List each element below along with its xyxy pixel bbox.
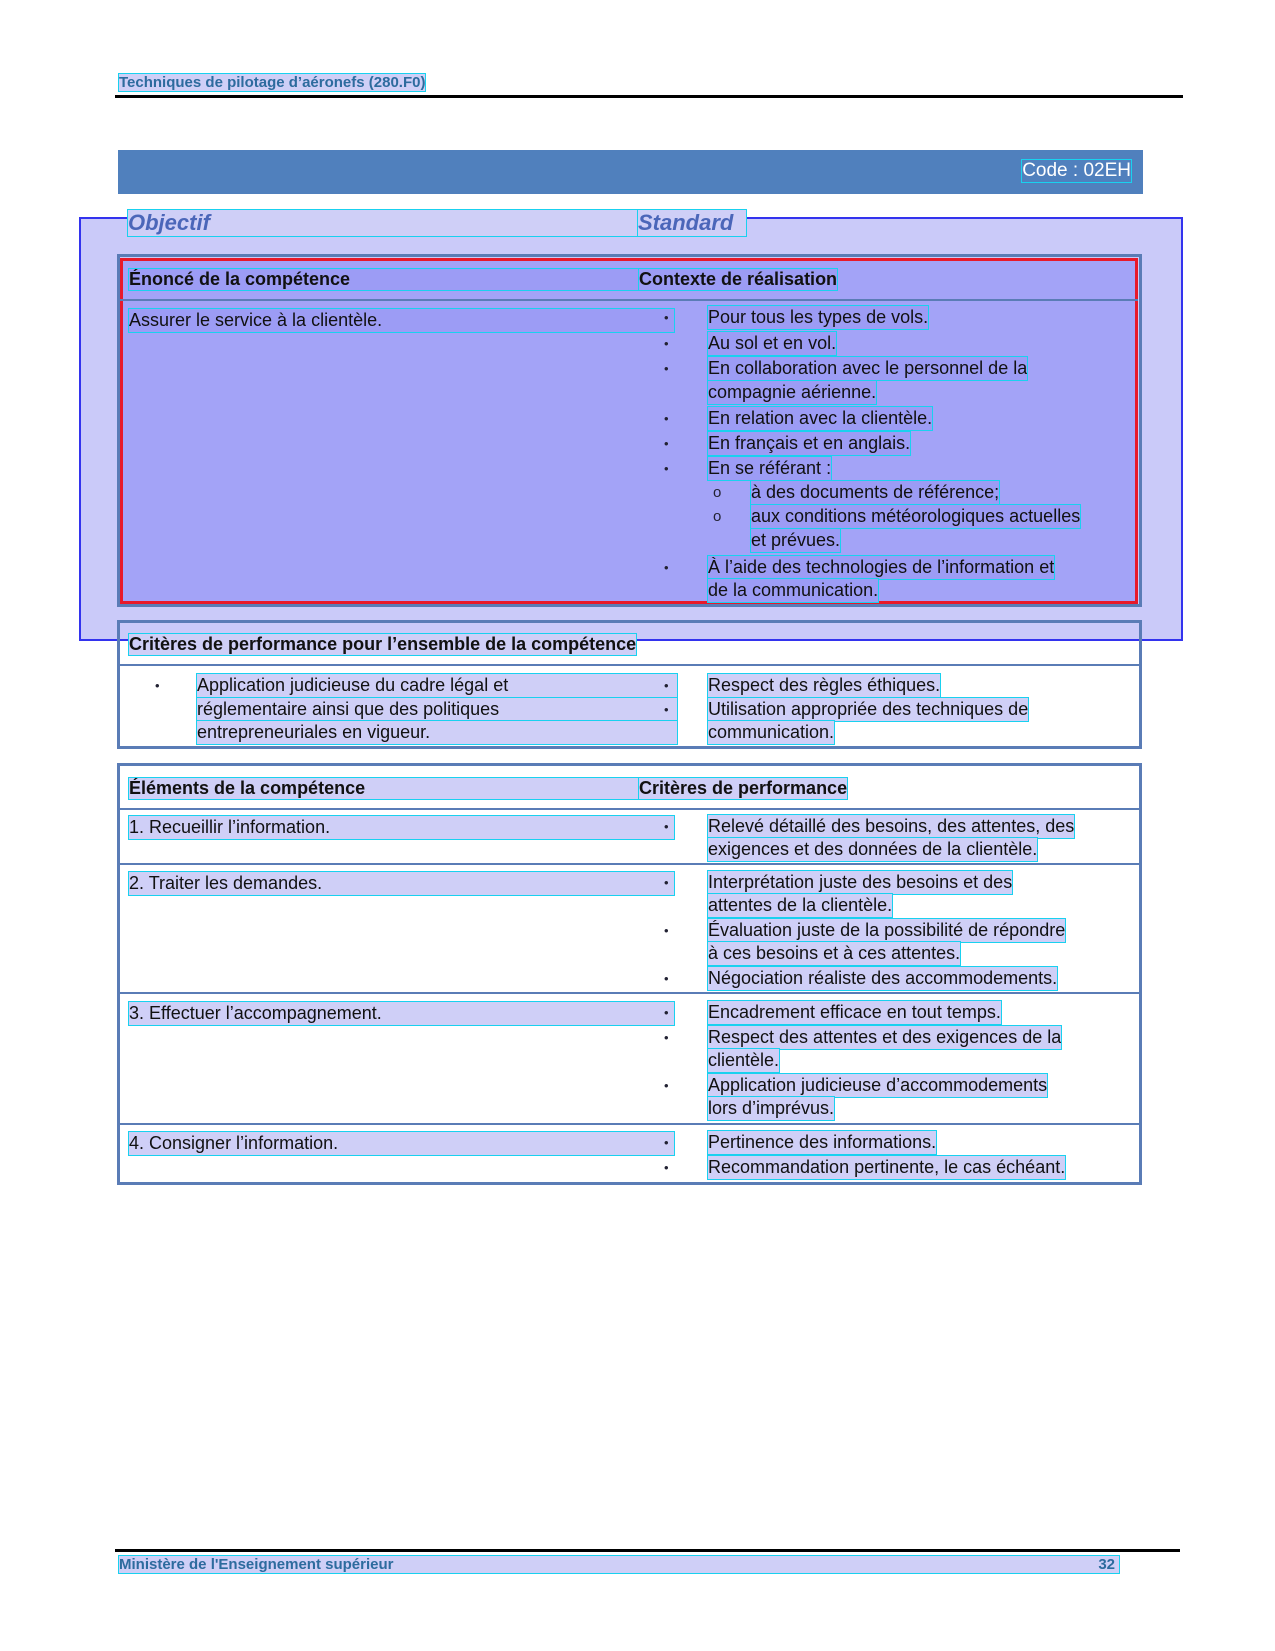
criterion: Encadrement efficace en tout temps. [708,1002,1001,1022]
row-divider [120,863,1139,865]
context-item: En se référant : [708,458,832,478]
element-item: 2. Traiter les demandes. [129,872,674,895]
bullet: • [664,875,669,890]
bullet: • [664,436,669,451]
bullet: • [664,678,669,693]
context-item: Pour tous les types de vols. [708,307,929,327]
context-item: À l’aide des technologies de l’information et [708,557,1055,577]
criterion: Relevé détaillé des besoins, des attentes, des [708,816,1075,836]
bullet: • [664,336,669,351]
criterion-cont: clientèle. [708,1050,780,1070]
global-criteria-item: Respect des règles éthiques. [708,675,941,695]
elements-header-divider [120,808,1139,810]
sub-bullet: o [713,508,722,525]
context-item: Au sol et en vol. [708,333,837,353]
bullet: • [664,1078,669,1093]
page-number: 32 [1098,1556,1115,1573]
elements-col2-header: Critères de performance [639,778,848,798]
bullet: • [664,971,669,986]
criterion: Recommandation pertinente, le cas échéant. [708,1157,1066,1177]
global-criteria-item: Utilisation appropriée des techniques de [708,699,1029,719]
bullet: • [664,1135,669,1150]
criterion: Application judicieuse d’accommodements [708,1075,1048,1095]
context-item-cont: compagnie aérienne. [708,382,877,402]
element-item: 1. Recueillir l’information. [129,816,674,839]
bullet: • [664,461,669,476]
context-subitem: à des documents de référence; [751,482,1000,502]
standard-heading: Standard [638,210,746,236]
bullet: • [664,411,669,426]
competency-code: Code : 02EH [1022,160,1131,181]
bullet: • [155,678,160,693]
global-criteria-item-cont: réglementaire ainsi que des politiques [197,698,677,721]
bullet: • [664,361,669,376]
criterion-cont: à ces besoins et à ces attentes. [708,943,961,963]
sub-bullet: o [713,484,722,501]
context-item-cont: de la communication. [708,580,879,600]
bullet: • [664,819,669,834]
running-title: Techniques de pilotage d’aéronefs (280.F0) [119,74,426,91]
bullet: • [664,310,669,325]
enonce-col1-header: Énoncé de la compétence [129,269,639,290]
context-subitem: aux conditions météorologiques actuelles [751,506,1081,526]
footer-rule [115,1549,1180,1552]
bullet: • [664,1160,669,1175]
criterion: Pertinence des informations. [708,1132,937,1152]
global-criteria-item-cont: communication. [708,722,835,742]
bullet: • [664,923,669,938]
competency-statement: Assurer le service à la clientèle. [129,309,674,332]
global-criteria-divider [120,664,1139,666]
header-rule [115,95,1183,98]
objectif-heading: Objectif [128,210,638,236]
bullet: • [664,1030,669,1045]
criterion: Respect des attentes et des exigences de la [708,1027,1062,1047]
criterion-cont: lors d’imprévus. [708,1098,835,1118]
bullet: • [664,560,669,575]
criterion: Évaluation juste de la possibilité de répondre [708,920,1066,940]
row-divider [120,1123,1139,1125]
criterion: Interprétation juste des besoins et des [708,872,1013,892]
global-criteria-header: Critères de performance pour l’ensemble de la compétence [129,634,637,654]
context-subitem-cont: et prévues. [751,530,841,550]
global-criteria-item-cont: entrepreneuriales en vigueur. [197,721,677,744]
code-bar [118,150,1143,194]
criterion-cont: exigences et des données de la clientèle. [708,839,1038,859]
enonce-col2-header: Contexte de réalisation [639,269,838,289]
context-item: En relation avec la clientèle. [708,408,933,428]
criterion-cont: attentes de la clientèle. [708,895,893,915]
context-item: En français et en anglais. [708,433,911,453]
row-divider [120,992,1139,994]
bullet: • [664,702,669,717]
element-item: 4. Consigner l’information. [129,1132,674,1155]
footer-ministry [119,1556,1119,1573]
bullet: • [664,1005,669,1020]
elements-col1-header: Éléments de la compétence [129,778,639,799]
ministry-name: Ministère de l'Enseignement supérieur [119,1556,394,1573]
enonce-header-divider [120,299,1138,301]
context-item: En collaboration avec le personnel de la [708,358,1028,378]
element-item: 3. Effectuer l’accompagnement. [129,1002,674,1025]
global-criteria-item: Application judicieuse du cadre légal et [197,674,677,697]
criterion: Négociation réaliste des accommodements. [708,968,1058,988]
